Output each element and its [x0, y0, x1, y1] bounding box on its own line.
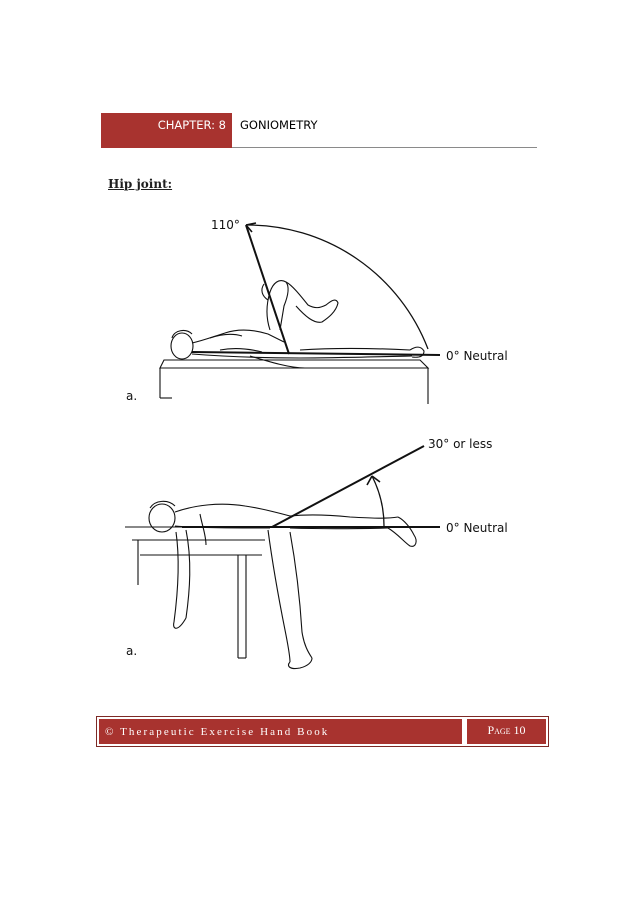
page-footer	[96, 716, 549, 747]
figure-1-caption: a.	[126, 389, 138, 403]
figure-2-caption: a.	[126, 644, 138, 658]
flexion-angle-label: 110°	[211, 218, 240, 232]
neutral-label-1: 0° Neutral	[446, 349, 508, 363]
flexion-arc	[246, 225, 428, 349]
extension-arm-line	[272, 446, 424, 527]
chapter-label: CHAPTER: 8	[157, 118, 226, 132]
flexion-arm-line	[246, 225, 289, 354]
flexion-angle-indicator	[192, 223, 440, 355]
figure-hip-flexion	[160, 223, 440, 404]
footer-copyright-box	[99, 719, 462, 744]
extension-angle-label: 30° or less	[428, 437, 493, 451]
chapter-title: GONIOMETRY	[240, 118, 318, 132]
neutral-label-2: 0° Neutral	[446, 521, 508, 535]
exam-table-2	[125, 527, 265, 658]
extension-arc	[372, 476, 384, 527]
section-heading: Hip joint:	[108, 177, 173, 191]
neutral-reference-line-1	[192, 352, 440, 355]
footer-copyright: © Therapeutic Exercise Hand Book	[105, 725, 330, 738]
figure-hip-extension	[125, 446, 440, 669]
page-number: Page 10	[487, 723, 526, 737]
footer-page-box	[467, 719, 546, 744]
